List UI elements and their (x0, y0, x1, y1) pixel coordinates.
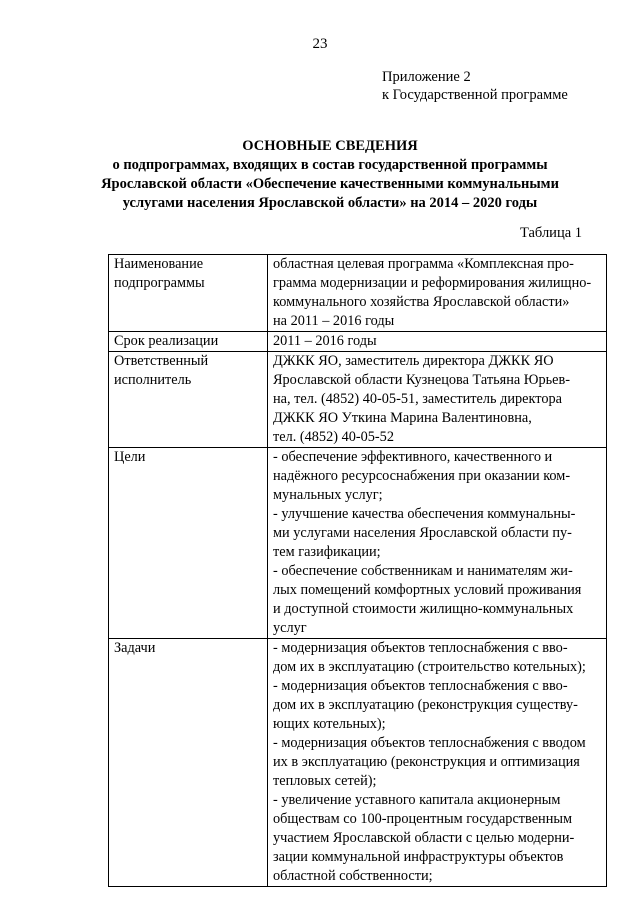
page-number: 23 (312, 36, 328, 52)
row-value-goals: - обеспечение эффективного, качественного и надёжного ресурсоснабжения при оказании ком- мунальных услуг; - улучшение качества обеспечения коммунальны- ми услугами населения Ярославской области пу- тем газификации; - обеспечение собственникам и нанимателям жи- лых помещений комфортных условий проживания и доступной стоимости жилищно-коммунальных услуг (268, 448, 607, 639)
row-value-executor: ДЖКК ЯО, заместитель директора ДЖКК ЯО Ярославской области Кузнецова Татьяна Юрьев- на, тел. (4852) 40-05-51, заместитель директора ДЖКК ЯО Уткина Марина Валентиновна, тел. (4852) 40-05-52 (268, 352, 607, 448)
table-row (109, 332, 607, 352)
table-label: Таблица 1 (520, 225, 583, 241)
row-label-subprogram-name: Наименование подпрограммы (109, 255, 268, 332)
row-label-executor: Ответственный исполнитель (109, 352, 268, 448)
appendix-line-1: Приложение 2 (382, 69, 471, 85)
table-row (109, 639, 607, 887)
title-line-3: Ярославской области «Обеспечение качественными коммунальными (101, 176, 559, 192)
title-line-2: о подпрограммах, входящих в состав государственной программы (112, 157, 548, 173)
appendix-note (382, 68, 568, 104)
table-row (109, 352, 607, 448)
subprogram-info-table (108, 254, 607, 887)
row-value-period: 2011 – 2016 годы (268, 332, 607, 352)
row-value-tasks: - модернизация объектов теплоснабжения с вво- дом их в эксплуатацию (строительство котельных); - модернизация объектов теплоснабжения с вво- дом их в эксплуатацию (реконструкция существу- ющих котельных); - модернизация объектов теплоснабжения с вводом их в эксплуатацию (реконструкция и оптимизация тепловых сетей); - увеличение уставного капитала акционерным обществам со 100-процентным государственным участием Ярославской области с целью модерни- зации коммунальной инфраструктуры объектов областной собственности; (268, 639, 607, 887)
row-label-period: Срок реализации (109, 332, 268, 352)
row-label-tasks: Задачи (109, 639, 268, 887)
appendix-line-2: к Государственной программе (382, 87, 568, 103)
title-line-1: ОСНОВНЫЕ СВЕДЕНИЯ (242, 138, 418, 154)
document-title (80, 137, 580, 213)
table-row (109, 255, 607, 332)
row-label-goals: Цели (109, 448, 268, 639)
table-row (109, 448, 607, 639)
title-line-4: услугами населения Ярославской области» на 2014 – 2020 годы (122, 195, 538, 211)
row-value-subprogram-name: областная целевая программа «Комплексная про- грамма модернизации и реформирования жилищно- коммунального хозяйства Ярославской области» на 2011 – 2016 годы (268, 255, 607, 332)
